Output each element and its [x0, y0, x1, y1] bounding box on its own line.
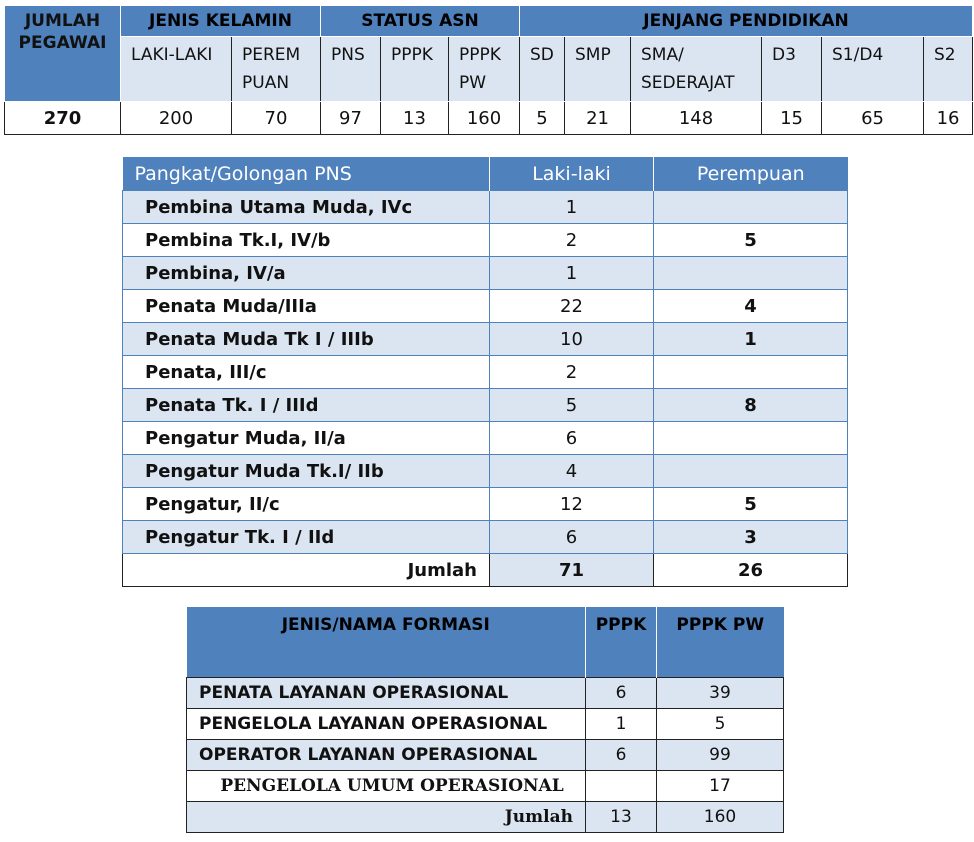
rank-row — [123, 488, 848, 521]
formation-pppk-pw-count: 17 — [657, 771, 784, 802]
value-total-employees: 270 — [5, 102, 121, 135]
rank-total-male: 71 — [490, 554, 654, 587]
value-smp: 21 — [565, 102, 631, 135]
formation-total-label: Jumlah — [187, 802, 586, 833]
subheader-s2: S2 — [924, 37, 973, 102]
rank-header-grade: Pangkat/Golongan PNS — [123, 157, 490, 191]
rank-female-count — [654, 422, 848, 455]
header-gender: JENIS KELAMIN — [121, 6, 321, 37]
value-d3: 15 — [762, 102, 822, 135]
value-s2: 16 — [924, 102, 973, 135]
value-pppk: 13 — [381, 102, 449, 135]
rank-female-count: 8 — [654, 389, 848, 422]
formation-name: PENGELOLA LAYANAN OPERASIONAL — [187, 709, 586, 740]
rank-male-count: 1 — [490, 191, 654, 224]
rank-row — [123, 389, 848, 422]
subheader-male: LAKI-LAKI — [121, 37, 232, 102]
rank-total-label: Jumlah — [123, 554, 490, 587]
rank-row — [123, 422, 848, 455]
rank-header-female: Perempuan — [654, 157, 848, 191]
rank-male-count: 6 — [490, 422, 654, 455]
formation-pppk-pw-count: 99 — [657, 740, 784, 771]
header-total-employees: JUMLAH PEGAWAI — [5, 6, 121, 102]
formation-pppk-count — [586, 771, 657, 802]
formation-total-pppk: 13 — [586, 802, 657, 833]
rank-female-count: 5 — [654, 224, 848, 257]
value-sma: 148 — [631, 102, 762, 135]
formation-header-pppk-pw: PPPK PW — [657, 607, 784, 678]
rank-row — [123, 224, 848, 257]
subheader-female: PEREM PUAN — [232, 37, 321, 102]
subheader-sd: SD — [520, 37, 565, 102]
rank-female-count — [654, 191, 848, 224]
subheader-pns: PNS — [321, 37, 381, 102]
subheader-smp: SMP — [565, 37, 631, 102]
rank-grade-name: Penata Muda/IIIa — [123, 290, 490, 323]
rank-header-male: Laki-laki — [490, 157, 654, 191]
formation-pppk-count: 1 — [586, 709, 657, 740]
formation-header-name: JENIS/NAMA FORMASI — [187, 607, 586, 678]
subheader-pppk: PPPK — [381, 37, 449, 102]
rank-male-count: 6 — [490, 521, 654, 554]
employee-summary-table — [4, 5, 973, 135]
subheader-pppk-pw: PPPK PW — [449, 37, 520, 102]
formation-total-pppk-pw: 160 — [657, 802, 784, 833]
value-pns: 97 — [321, 102, 381, 135]
rank-row — [123, 455, 848, 488]
rank-grade-name: Pengatur Muda Tk.I/ IIb — [123, 455, 490, 488]
formation-header-pppk: PPPK — [586, 607, 657, 678]
rank-female-count: 1 — [654, 323, 848, 356]
value-s1-d4: 65 — [822, 102, 924, 135]
subheader-d3: D3 — [762, 37, 822, 102]
value-pppk-pw: 160 — [449, 102, 520, 135]
rank-male-count: 4 — [490, 455, 654, 488]
formation-name: PENGELOLA UMUM OPERASIONAL — [187, 771, 586, 802]
formation-row — [187, 709, 784, 740]
rank-female-count — [654, 356, 848, 389]
rank-male-count: 10 — [490, 323, 654, 356]
rank-male-count: 22 — [490, 290, 654, 323]
rank-grade-name: Pengatur, II/c — [123, 488, 490, 521]
rank-female-count — [654, 257, 848, 290]
rank-grade-table — [122, 157, 848, 587]
header-asn-status: STATUS ASN — [321, 6, 520, 37]
rank-grade-name: Penata Muda Tk I / IIIb — [123, 323, 490, 356]
formation-table — [186, 607, 784, 833]
rank-grade-name: Penata, III/c — [123, 356, 490, 389]
rank-grade-name: Pengatur Tk. I / IId — [123, 521, 490, 554]
rank-female-count: 3 — [654, 521, 848, 554]
rank-grade-name: Pembina, IV/a — [123, 257, 490, 290]
rank-row — [123, 323, 848, 356]
subheader-sma: SMA/ SEDERAJAT — [631, 37, 762, 102]
rank-female-count — [654, 455, 848, 488]
subheader-s1-d4: S1/D4 — [822, 37, 924, 102]
value-sd: 5 — [520, 102, 565, 135]
rank-grade-name: Pembina Tk.I, IV/b — [123, 224, 490, 257]
formation-row — [187, 740, 784, 771]
rank-row — [123, 257, 848, 290]
rank-female-count: 5 — [654, 488, 848, 521]
value-male: 200 — [121, 102, 232, 135]
rank-male-count: 1 — [490, 257, 654, 290]
rank-row — [123, 521, 848, 554]
rank-row — [123, 290, 848, 323]
rank-male-count: 2 — [490, 356, 654, 389]
rank-male-count: 5 — [490, 389, 654, 422]
rank-male-count: 2 — [490, 224, 654, 257]
formation-name: PENATA LAYANAN OPERASIONAL — [187, 678, 586, 709]
rank-grade-name: Pengatur Muda, II/a — [123, 422, 490, 455]
rank-female-count: 4 — [654, 290, 848, 323]
rank-row — [123, 191, 848, 224]
formation-pppk-pw-count: 5 — [657, 709, 784, 740]
formation-pppk-pw-count: 39 — [657, 678, 784, 709]
rank-row — [123, 356, 848, 389]
value-female: 70 — [232, 102, 321, 135]
formation-pppk-count: 6 — [586, 678, 657, 709]
header-education-level: JENJANG PENDIDIKAN — [520, 6, 973, 37]
formation-pppk-count: 6 — [586, 740, 657, 771]
rank-grade-name: Pembina Utama Muda, IVc — [123, 191, 490, 224]
formation-name: OPERATOR LAYANAN OPERASIONAL — [187, 740, 586, 771]
rank-grade-name: Penata Tk. I / IIId — [123, 389, 490, 422]
rank-male-count: 12 — [490, 488, 654, 521]
formation-row — [187, 678, 784, 709]
rank-total-female: 26 — [654, 554, 848, 587]
formation-row — [187, 771, 784, 802]
